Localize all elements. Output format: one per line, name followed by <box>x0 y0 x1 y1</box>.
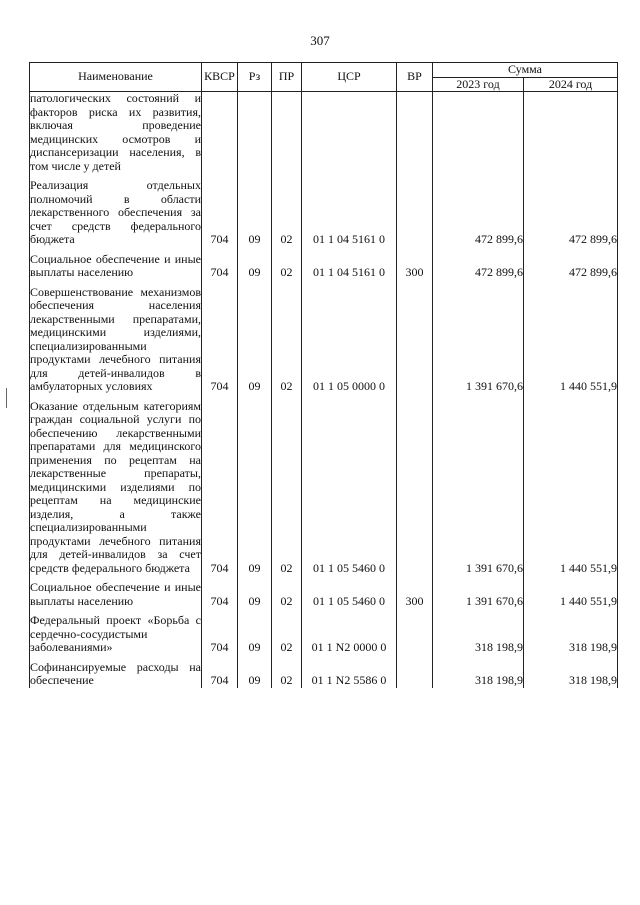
header-year-2023: 2023 год <box>433 77 524 91</box>
margin-mark <box>6 388 7 408</box>
row-amount-2024: 318 198,9 <box>524 614 618 655</box>
row-name: патологических состояний и факторов риска их развития, включая проведение медицинских осмотров и диспансеризации населения, в том числе у детей <box>30 91 201 173</box>
row-rz: 09 <box>238 400 272 576</box>
table-row <box>30 179 618 247</box>
row-amount-2024: 1 440 551,9 <box>524 581 618 608</box>
row-name: Оказание отдельным категориям граждан социальной услуги по обеспечению лекарственными препаратами для медицинского применения по рецептам на лекарственные препараты, медицинскими изделиями по рецептам на медицинские изделия, а также специализированными продуктами лечебного питания для детей-инвалидов за счет средств федерального бюджета <box>30 398 201 575</box>
row-name: Федеральный проект «Борьба с сердечно-сосудистыми заболеваниями» <box>30 613 201 654</box>
row-rz: 09 <box>238 253 272 280</box>
row-csr: 01 1 05 5460 0 <box>302 400 397 576</box>
header-name: Наименование <box>30 63 202 92</box>
table-row <box>30 614 618 655</box>
row-csr: 01 1 N2 5586 0 <box>302 661 397 688</box>
row-kvsr: 704 <box>202 253 238 280</box>
row-kvsr: 704 <box>202 400 238 576</box>
row-vr <box>397 614 433 655</box>
row-vr <box>397 92 433 174</box>
row-amount-2024: 1 440 551,9 <box>524 400 618 576</box>
row-amount-2024 <box>524 92 618 174</box>
row-amount-2023: 1 391 670,6 <box>433 400 524 576</box>
header-sum: Сумма <box>433 63 618 78</box>
row-amount-2024: 318 198,9 <box>524 661 618 688</box>
row-pr: 02 <box>272 179 302 247</box>
row-amount-2023: 1 391 670,6 <box>433 581 524 608</box>
row-rz: 09 <box>238 179 272 247</box>
row-amount-2023: 1 391 670,6 <box>433 286 524 394</box>
row-kvsr: 704 <box>202 661 238 688</box>
row-vr: 300 <box>397 581 433 608</box>
row-amount-2024: 1 440 551,9 <box>524 286 618 394</box>
row-rz: 09 <box>238 661 272 688</box>
row-amount-2023: 318 198,9 <box>433 614 524 655</box>
row-kvsr: 704 <box>202 286 238 394</box>
table-body <box>30 92 618 688</box>
row-kvsr <box>202 92 238 174</box>
table-row <box>30 92 618 174</box>
row-pr: 02 <box>272 614 302 655</box>
row-rz: 09 <box>238 286 272 394</box>
header-year-2024: 2024 год <box>524 77 618 91</box>
row-amount-2023: 472 899,6 <box>433 179 524 247</box>
row-pr: 02 <box>272 400 302 576</box>
row-csr: 01 1 N2 0000 0 <box>302 614 397 655</box>
table-header <box>30 63 618 92</box>
row-vr: 300 <box>397 253 433 280</box>
row-kvsr: 704 <box>202 179 238 247</box>
row-pr: 02 <box>272 581 302 608</box>
row-rz: 09 <box>238 614 272 655</box>
row-name: Социальное обеспечение и иные выплаты населению <box>30 251 201 279</box>
row-name: Совершенствование механизмов обеспечения населения лекарственными препаратами, медицинскими изделиями, специализированными продуктами лечебного питания для детей-инвалидов в амбулаторных условиях <box>30 284 201 393</box>
row-vr <box>397 179 433 247</box>
row-csr: 01 1 05 0000 0 <box>302 286 397 394</box>
row-csr: 01 1 04 5161 0 <box>302 179 397 247</box>
row-vr <box>397 400 433 576</box>
table-row <box>30 400 618 576</box>
row-vr <box>397 286 433 394</box>
table-row <box>30 286 618 394</box>
row-rz <box>238 92 272 174</box>
header-pr: ПР <box>272 63 302 92</box>
row-amount-2024: 472 899,6 <box>524 253 618 280</box>
header-rz: Рз <box>238 63 272 92</box>
row-csr <box>302 92 397 174</box>
row-pr: 02 <box>272 661 302 688</box>
row-csr: 01 1 05 5460 0 <box>302 581 397 608</box>
table-row <box>30 581 618 608</box>
row-vr <box>397 661 433 688</box>
row-amount-2023 <box>433 92 524 174</box>
row-amount-2023: 472 899,6 <box>433 253 524 280</box>
row-pr: 02 <box>272 286 302 394</box>
row-pr: 02 <box>272 253 302 280</box>
row-rz: 09 <box>238 581 272 608</box>
row-kvsr: 704 <box>202 614 238 655</box>
page-number: 307 <box>310 33 330 48</box>
row-pr <box>272 92 302 174</box>
row-name: Социальное обеспечение и иные выплаты населению <box>30 580 201 608</box>
table-row <box>30 253 618 280</box>
table-row <box>30 661 618 688</box>
row-amount-2024: 472 899,6 <box>524 179 618 247</box>
row-amount-2023: 318 198,9 <box>433 661 524 688</box>
row-name: Софинансируемые расходы на обеспечение <box>30 659 201 687</box>
budget-table <box>29 62 618 688</box>
header-csr: ЦСР <box>302 63 397 92</box>
row-name: Реализация отдельных полномочий в области лекарственного обеспечения за счет средств федерального бюджета <box>30 178 201 246</box>
row-kvsr: 704 <box>202 581 238 608</box>
header-kvsr: КВСР <box>202 63 238 92</box>
row-csr: 01 1 04 5161 0 <box>302 253 397 280</box>
header-vr: ВР <box>397 63 433 92</box>
